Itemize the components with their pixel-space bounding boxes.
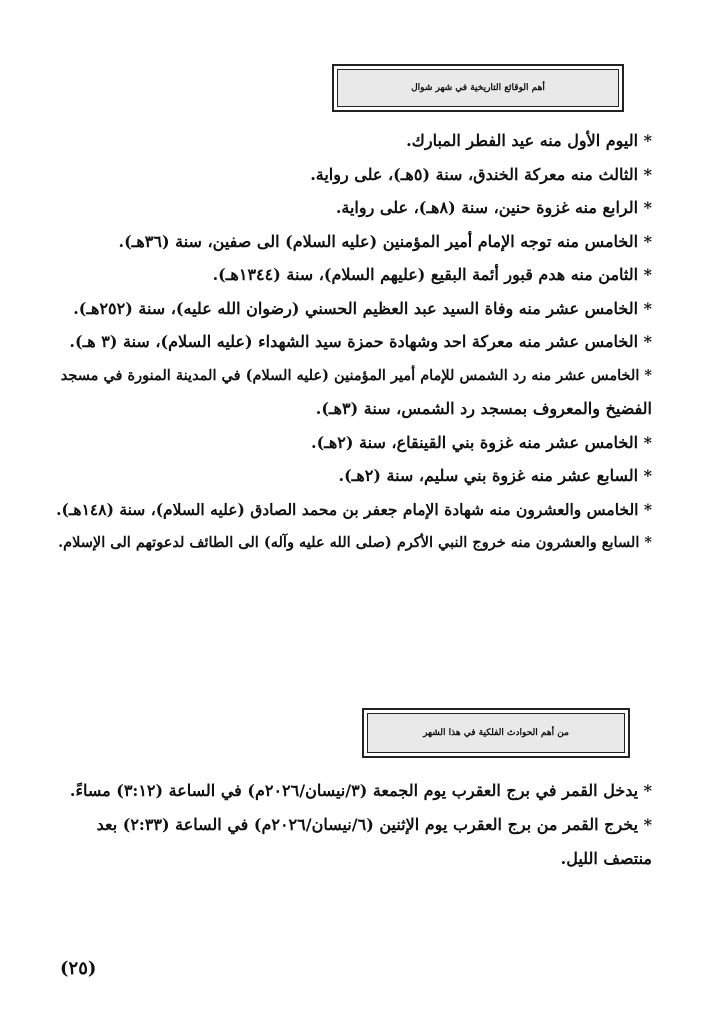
event-line: * الخامس عشر منه رد الشمس للإمام أمير المؤمنين (عليه السلام) في المدينة المنورة في مسجد	[60, 366, 652, 384]
event-line: * الثامن منه هدم قبور أئمة البقيع (عليهم السلام)، سنة (١٣٤٤هـ).	[212, 265, 652, 284]
astronomical-events-list	[47, 774, 652, 876]
event-line: * السابع والعشرون منه خروج النبي الأكرم (صلى الله عليه وآله) الى الطائف لدعوتهم الى الإسلام.	[58, 534, 652, 551]
event-line: * الخامس عشر منه غزوة بني القينقاع، سنة (٢هـ).	[311, 432, 652, 452]
section-title-astronomical-events: من أهم الحوادث الفلكية في هذا الشهر	[367, 713, 625, 753]
astro-line-continuation: منتصف الليل.	[560, 849, 652, 868]
event-line: * اليوم الأول منه عيد الفطر المبارك.	[406, 131, 652, 150]
event-line: * الرابع منه غزوة حنين، سنة (٨هـ)، على رواية.	[335, 198, 652, 217]
section-title-box-astronomical-events	[362, 708, 630, 758]
historical-events-list	[52, 124, 652, 560]
section-title-box-shawwal-events	[332, 64, 624, 112]
astro-line: * يدخل القمر في برج العقرب يوم الجمعة (٣/نيسان/٢٠٢٦م) في الساعة (٣:١٢) مساءً.	[69, 781, 652, 800]
event-line: * السابع عشر منه غزوة بني سليم، سنة (٢هـ).	[338, 466, 652, 485]
event-line-continuation: الفضيخ والمعروف بمسجد رد الشمس، سنة (٣هـ).	[315, 399, 652, 418]
astro-line: * يخرج القمر من برج العقرب يوم الإثنين (٦/نيسان/٢٠٢٦م) في الساعة (٢:٣٣) بعد	[96, 815, 652, 834]
event-line: * الخامس عشر منه وفاة السيد عبد العظيم الحسني (رضوان الله عليه)، سنة (٢٥٢هـ).	[73, 298, 652, 318]
page-number: (٢٥)	[60, 958, 97, 979]
event-line: * الخامس منه توجه الإمام أمير المؤمنين (عليه السلام) الى صفين، سنة (٣٦هـ).	[118, 231, 652, 251]
event-line: * الخامس عشر منه معركة احد وشهادة حمزة سيد الشهداء (عليه السلام)، سنة (٣ هـ).	[69, 332, 652, 351]
section-title-shawwal-events: أهم الوقائع التاريخية في شهر شوال	[337, 69, 619, 107]
event-line: * الثالث منه معركة الخندق، سنة (٥هـ)، على رواية.	[310, 164, 652, 184]
event-line: * الخامس والعشرون منه شهادة الإمام جعفر بن محمد الصادق (عليه السلام)، سنة (١٤٨هـ).	[56, 499, 652, 519]
